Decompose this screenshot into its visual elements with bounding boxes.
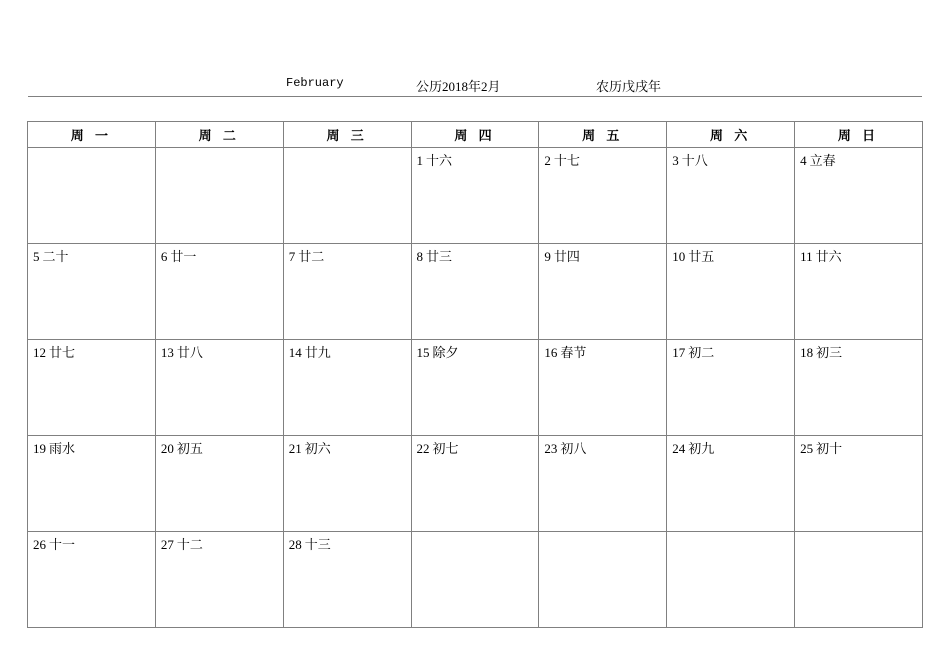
lunar-date: 廿九 bbox=[304, 345, 331, 360]
day-number: 3 bbox=[672, 153, 679, 168]
day-cell[interactable] bbox=[155, 436, 283, 532]
day-number: 8 bbox=[416, 249, 424, 264]
day-number: 25 bbox=[800, 441, 814, 456]
day-label bbox=[284, 340, 411, 361]
day-label bbox=[284, 244, 411, 265]
day-cell[interactable] bbox=[283, 532, 411, 628]
day-cell[interactable] bbox=[283, 340, 411, 436]
day-cell[interactable] bbox=[795, 436, 923, 532]
day-label bbox=[156, 244, 283, 265]
day-cell[interactable] bbox=[28, 244, 156, 340]
day-cell[interactable] bbox=[28, 532, 156, 628]
lunar-date: 初九 bbox=[688, 441, 715, 456]
weekday-header: 周 二 bbox=[155, 122, 283, 148]
day-label bbox=[795, 244, 922, 265]
lunar-date: 除夕 bbox=[432, 345, 459, 360]
weekday-header: 周 四 bbox=[411, 122, 539, 148]
lunar-date: 廿四 bbox=[553, 249, 580, 264]
day-cell[interactable] bbox=[539, 340, 667, 436]
day-number: 13 bbox=[160, 345, 174, 360]
calendar-grid bbox=[27, 121, 923, 628]
weekday-header: 周 六 bbox=[667, 122, 795, 148]
day-number: 26 bbox=[33, 537, 46, 552]
weekday-header: 周 五 bbox=[539, 122, 667, 148]
day-number: 11 bbox=[800, 249, 813, 264]
empty-day-cell bbox=[283, 148, 411, 244]
day-number: 6 bbox=[160, 249, 168, 264]
day-label bbox=[412, 148, 539, 169]
day-label bbox=[795, 148, 922, 169]
day-cell[interactable] bbox=[411, 244, 539, 340]
lunar-year-label: 农历戊戌年 bbox=[596, 79, 662, 94]
week-row bbox=[28, 340, 923, 436]
day-cell[interactable] bbox=[283, 244, 411, 340]
day-number: 14 bbox=[288, 345, 302, 360]
day-label bbox=[795, 340, 922, 361]
day-label bbox=[156, 436, 283, 457]
day-label bbox=[28, 532, 155, 553]
week-row bbox=[28, 532, 923, 628]
empty-day-cell bbox=[667, 532, 795, 628]
day-label bbox=[412, 436, 539, 457]
day-number: 22 bbox=[416, 441, 430, 456]
day-cell[interactable] bbox=[539, 436, 667, 532]
lunar-date: 初三 bbox=[816, 345, 843, 360]
week-row bbox=[28, 244, 923, 340]
day-label bbox=[667, 436, 794, 457]
day-cell[interactable] bbox=[411, 436, 539, 532]
lunar-date: 十六 bbox=[426, 153, 453, 168]
empty-day-cell bbox=[539, 532, 667, 628]
day-cell[interactable] bbox=[155, 532, 283, 628]
day-cell[interactable] bbox=[28, 436, 156, 532]
day-number: 12 bbox=[33, 345, 46, 360]
day-label bbox=[412, 244, 539, 265]
day-cell[interactable] bbox=[795, 148, 923, 244]
empty-day-cell bbox=[795, 532, 923, 628]
lunar-date: 初八 bbox=[560, 441, 587, 456]
day-label bbox=[667, 148, 794, 169]
lunar-date: 初二 bbox=[688, 345, 715, 360]
day-number: 19 bbox=[33, 441, 46, 456]
day-cell[interactable] bbox=[667, 148, 795, 244]
empty-day-cell bbox=[155, 148, 283, 244]
day-label bbox=[284, 532, 411, 553]
week-row bbox=[28, 436, 923, 532]
day-label bbox=[539, 436, 666, 457]
day-label bbox=[795, 436, 922, 457]
day-label bbox=[539, 244, 666, 265]
day-label bbox=[539, 148, 666, 169]
day-cell[interactable] bbox=[795, 244, 923, 340]
day-cell[interactable] bbox=[283, 436, 411, 532]
day-label bbox=[539, 340, 666, 361]
day-number: 18 bbox=[800, 345, 814, 360]
day-cell[interactable] bbox=[411, 340, 539, 436]
lunar-date: 十二 bbox=[176, 537, 203, 552]
lunar-date: 立春 bbox=[809, 153, 836, 168]
day-label bbox=[667, 244, 794, 265]
day-number: 21 bbox=[288, 441, 302, 456]
lunar-date: 廿五 bbox=[688, 249, 715, 264]
day-cell[interactable] bbox=[667, 244, 795, 340]
week-row bbox=[28, 148, 923, 244]
lunar-date: 廿三 bbox=[426, 249, 453, 264]
lunar-date: 廿六 bbox=[815, 249, 842, 264]
lunar-date: 十三 bbox=[304, 537, 331, 552]
day-label bbox=[28, 244, 155, 265]
empty-day-cell bbox=[28, 148, 156, 244]
weekday-header-row bbox=[28, 122, 923, 148]
day-label bbox=[156, 532, 283, 553]
day-cell[interactable] bbox=[539, 244, 667, 340]
day-number: 15 bbox=[416, 345, 430, 360]
day-number: 16 bbox=[544, 345, 558, 360]
month-name-english: February bbox=[286, 76, 344, 90]
lunar-date: 十八 bbox=[681, 153, 708, 168]
empty-day-cell bbox=[411, 532, 539, 628]
lunar-date: 廿二 bbox=[298, 249, 325, 264]
day-number: 27 bbox=[160, 537, 174, 552]
day-number: 20 bbox=[160, 441, 174, 456]
day-label bbox=[284, 436, 411, 457]
day-number: 4 bbox=[800, 153, 807, 168]
lunar-date: 初六 bbox=[304, 441, 331, 456]
day-label bbox=[28, 340, 155, 361]
day-number: 10 bbox=[672, 249, 686, 264]
day-label bbox=[412, 340, 539, 361]
day-number: 28 bbox=[288, 537, 302, 552]
lunar-date: 十一 bbox=[49, 537, 76, 552]
day-number: 5 bbox=[33, 249, 40, 264]
weekday-header: 周 日 bbox=[795, 122, 923, 148]
lunar-date: 二十 bbox=[42, 249, 69, 264]
lunar-date: 廿八 bbox=[176, 345, 203, 360]
day-cell[interactable] bbox=[795, 340, 923, 436]
lunar-date: 初五 bbox=[176, 441, 203, 456]
day-number: 2 bbox=[544, 153, 551, 168]
day-number: 23 bbox=[544, 441, 558, 456]
weekday-header: 周 一 bbox=[28, 122, 156, 148]
day-number: 24 bbox=[672, 441, 686, 456]
lunar-date: 初七 bbox=[432, 441, 459, 456]
solar-month-label: 公历2018年2月 bbox=[416, 79, 501, 94]
lunar-date: 春节 bbox=[560, 345, 587, 360]
day-number: 7 bbox=[288, 249, 296, 264]
calendar-header bbox=[28, 74, 922, 97]
lunar-date: 廿七 bbox=[49, 345, 76, 360]
day-label bbox=[667, 340, 794, 361]
day-cell[interactable] bbox=[155, 244, 283, 340]
lunar-date: 廿一 bbox=[170, 249, 197, 264]
day-label bbox=[28, 436, 155, 457]
day-cell[interactable] bbox=[667, 340, 795, 436]
day-cell[interactable] bbox=[155, 340, 283, 436]
day-number: 17 bbox=[672, 345, 686, 360]
day-cell[interactable] bbox=[28, 340, 156, 436]
lunar-date: 雨水 bbox=[49, 441, 76, 456]
day-cell[interactable] bbox=[539, 148, 667, 244]
day-label bbox=[156, 340, 283, 361]
day-number: 1 bbox=[416, 153, 424, 168]
day-cell[interactable] bbox=[411, 148, 539, 244]
weekday-header: 周 三 bbox=[283, 122, 411, 148]
day-number: 9 bbox=[544, 249, 551, 264]
lunar-date: 十七 bbox=[553, 153, 580, 168]
day-cell[interactable] bbox=[667, 436, 795, 532]
lunar-date: 初十 bbox=[816, 441, 843, 456]
